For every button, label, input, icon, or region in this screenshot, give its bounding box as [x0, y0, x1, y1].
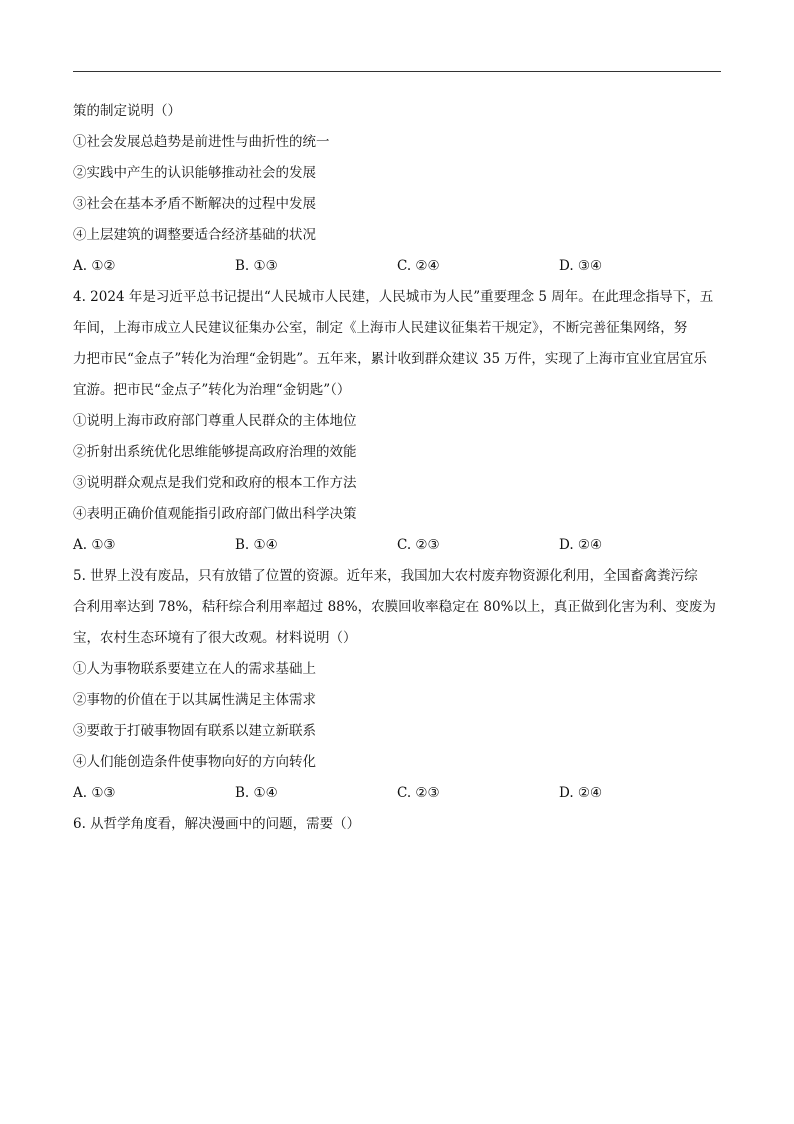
question-stem-line: 5. 世界上没有废品，只有放错了位置的资源。近年来，我国加大农村废弃物资源化利用，全国畜禽粪污综	[73, 568, 698, 584]
choice-d: D. ③④	[559, 258, 603, 274]
option-3: ③说明群众观点是我们党和政府的根本工作方法	[73, 475, 357, 491]
option-3: ③社会在基本矛盾不断解决的过程中发展	[73, 196, 316, 212]
choice-c: C. ②③	[397, 537, 440, 553]
choice-b: B. ①④	[235, 785, 278, 801]
option-1: ①人为事物联系要建立在人的需求基础上	[73, 661, 316, 677]
question-stem-line: 4. 2024 年是习近平总书记提出“人民城市人民建，人民城市为人民”重要理念 5 周年。在此理念指导下，五	[73, 289, 714, 305]
question-stem-line: 宝，农村生态环境有了很大改观。材料说明（）	[73, 630, 357, 646]
option-4: ④上层建筑的调整要适合经济基础的状况	[73, 227, 316, 243]
option-2: ②实践中产生的认识能够推动社会的发展	[73, 165, 316, 181]
option-2: ②事物的价值在于以其属性满足主体需求	[73, 692, 316, 708]
answer-choices	[73, 251, 721, 282]
choice-a: A. ①②	[73, 258, 116, 274]
question-3-continued	[73, 96, 721, 282]
option-3: ③要敢于打破事物固有联系以建立新联系	[73, 723, 316, 739]
choice-d: D. ②④	[559, 537, 603, 553]
option-2: ②折射出系统优化思维能够提高政府治理的效能	[73, 444, 357, 460]
question-4	[73, 282, 721, 561]
question-stem: 6. 从哲学角度看，解决漫画中的问题，需要（）	[73, 816, 361, 832]
choice-a: A. ①③	[73, 537, 116, 553]
choice-c: C. ②③	[397, 785, 440, 801]
header-rule	[73, 71, 721, 72]
question-stem-line: 宜游。把市民“金点子”转化为治理“金钥匙”（）	[73, 382, 351, 398]
choice-d: D. ②④	[559, 785, 603, 801]
option-1: ①说明上海市政府部门尊重人民群众的主体地位	[73, 413, 357, 429]
option-1: ①社会发展总趋势是前进性与曲折性的统一	[73, 134, 330, 150]
option-4: ④表明正确价值观能指引政府部门做出科学决策	[73, 506, 357, 522]
question-stem: 策的制定说明（）	[73, 103, 181, 119]
choice-c: C. ②④	[397, 258, 440, 274]
answer-choices	[73, 530, 721, 561]
choice-b: B. ①③	[235, 258, 278, 274]
choice-a: A. ①③	[73, 785, 116, 801]
document-body	[73, 96, 721, 840]
question-stem-line: 年间，上海市成立人民建议征集办公室，制定《上海市人民建议征集若干规定》，不断完善征集网络，努	[73, 320, 688, 336]
question-stem-line: 合利用率达到 78%，秸秆综合利用率超过 88%，农膜回收率稳定在 80%以上，真正做到化害为利、变废为	[73, 599, 716, 615]
question-5	[73, 561, 721, 809]
question-6	[73, 809, 721, 840]
option-4: ④人们能创造条件使事物向好的方向转化	[73, 754, 316, 770]
answer-choices	[73, 778, 721, 809]
choice-b: B. ①④	[235, 537, 278, 553]
question-stem-line: 力把市民“金点子”转化为治理“金钥匙”。五年来，累计收到群众建议 35 万件，实现了上海市宜业宜居宜乐	[73, 351, 707, 367]
